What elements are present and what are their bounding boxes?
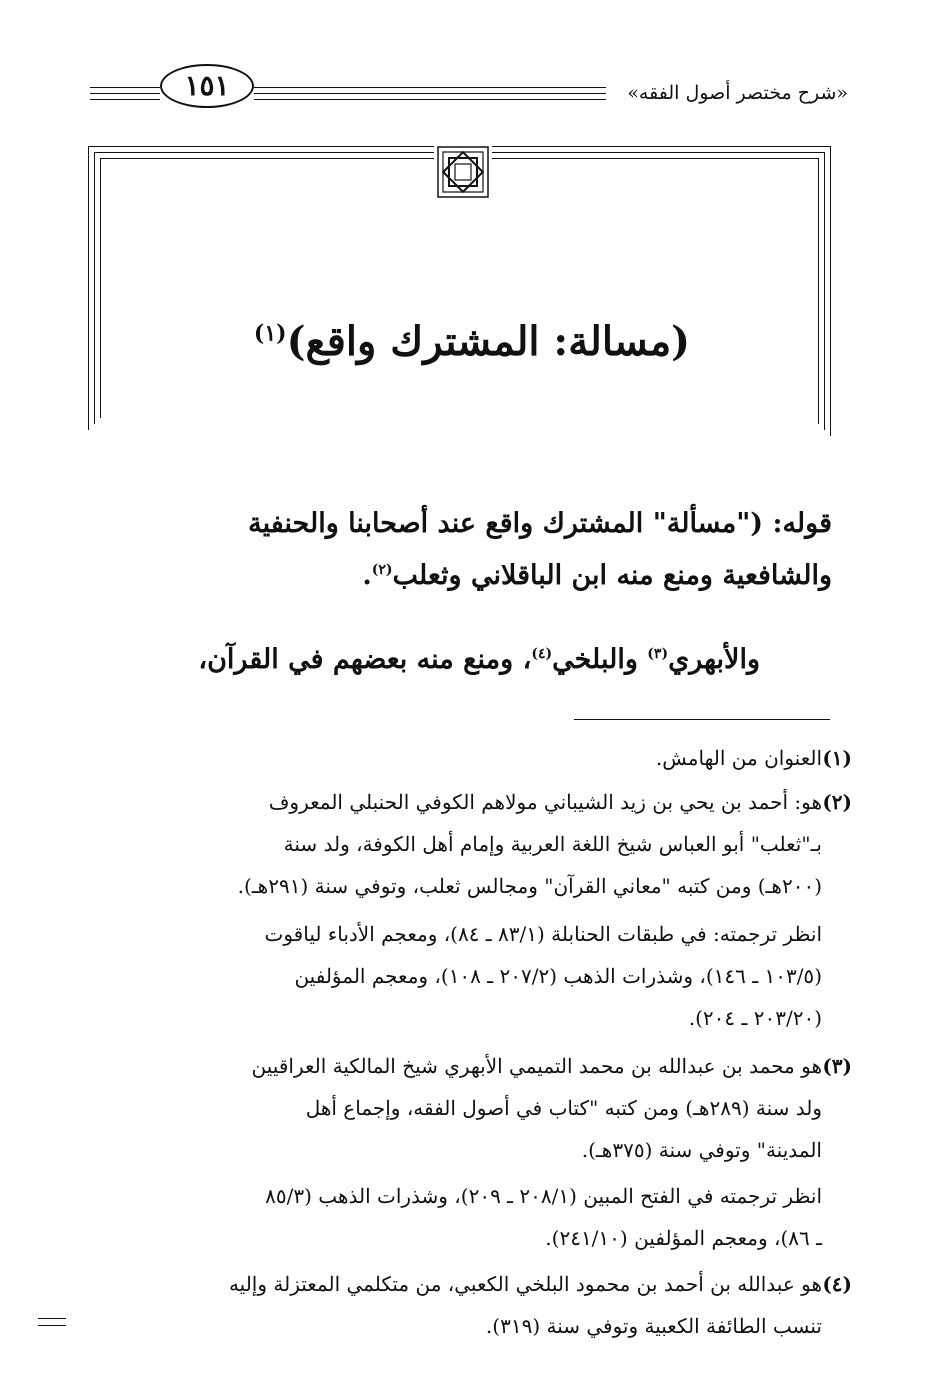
frame-left-outer xyxy=(88,146,89,430)
footnote-3-line-5: ـ ٨٦)، ومعجم المؤلفين (٢٤١/١٠). xyxy=(545,1226,822,1250)
body-line-3-a: والأبهري xyxy=(668,644,760,675)
footnote-ref-3: (٣) xyxy=(647,646,669,662)
footnote-ref-4: (٤) xyxy=(531,646,553,662)
body-line-3-b: والبلخي xyxy=(552,644,648,675)
body-line-2-text: والشافعية ومنع منه ابن الباقلاني وثعلب xyxy=(392,560,832,591)
header-rule-right-mid xyxy=(254,93,606,94)
footnote-3-line-1: هو محمد بن عبدالله بن محمد التميمي الأبهري شيخ المالكية العراقيين xyxy=(251,1054,822,1078)
footnote-2-line-6: (٢٠٣/٢٠ ـ ٢٠٤). xyxy=(688,1006,822,1030)
frame-left-inner xyxy=(100,158,101,418)
frame-right-inner xyxy=(818,158,819,424)
body-line-2 xyxy=(112,560,832,591)
footnote-2-line-4: انظر ترجمته: في طبقات الحنابلة (٨٣/١ ـ ٨٤)، ومعجم الأدباء لياقوت xyxy=(264,922,822,946)
page-edge-mark xyxy=(38,1318,66,1332)
frame-right-mid xyxy=(824,152,825,430)
header-rule-left-mid xyxy=(90,93,160,94)
footnote-4-line-1: هو عبدالله بن أحمد بن محمود البلخي الكعبي، من متكلمي المعتزلة وإليه xyxy=(228,1272,822,1296)
octagram-ornament-icon xyxy=(437,146,489,198)
footnote-number-4: (٤) xyxy=(822,1272,852,1296)
frame-top-right-outer xyxy=(492,146,831,147)
footnote-3-line-2: ولد سنة (٢٨٩هـ) ومن كتبه "كتاب في أصول الفقه، وإجماع أهل xyxy=(305,1096,822,1120)
frame-left-mid xyxy=(94,152,95,424)
footnote-2-line-1: هو: أحمد بن يحي بن زيد الشيباني مولاهم الكوفي الحنبلي المعروف xyxy=(268,790,822,814)
body-line-2-end: . xyxy=(362,560,372,591)
footnote-ref-1: (١) xyxy=(253,320,287,347)
page-number: ١٥١ xyxy=(160,64,254,108)
header-rule-right-top xyxy=(254,87,606,88)
footnote-2-line-3: (٢٠٠هـ) ومن كتبه "معاني القرآن" ومجالس ثعلب، وتوفي سنة (٢٩١هـ). xyxy=(237,874,822,898)
footnote-number-3: (٣) xyxy=(822,1054,852,1078)
footnote-4-line-2: تنسب الطائفة الكعبية وتوفي سنة (٣١٩). xyxy=(485,1314,822,1338)
footnote-separator xyxy=(574,719,830,720)
header-rule-left-top xyxy=(90,87,160,88)
footnote-number-2: (٢) xyxy=(822,790,852,814)
frame-top-right-mid xyxy=(492,152,825,153)
header-rule-right-bottom xyxy=(254,99,606,100)
footnote-3-line-3: المدينة" وتوفي سنة (٣٧٥هـ). xyxy=(581,1138,822,1162)
footnote-2-line-5: (١٠٣/٥ ـ ١٤٦)، وشذرات الذهب (٢٠٧/٢ ـ ١٠٨)، ومعجم المؤلفين xyxy=(294,964,822,988)
body-line-1: قوله: ("مسألة" المشترك واقع عند أصحابنا والحنفية xyxy=(248,508,832,539)
footnote-3-line-4: انظر ترجمته في الفتح المبين (٢٠٨/١ ـ ٢٠٩)، وشذرات الذهب (٨٥/٣ xyxy=(265,1184,822,1208)
chapter-title xyxy=(150,318,794,365)
frame-top-right-inner xyxy=(492,158,819,159)
header-rule-left-bottom xyxy=(90,99,160,100)
chapter-title-text: (مسالة: المشترك واقع) xyxy=(286,318,691,365)
running-header-title: «شرح مختصر أصول الفقه» xyxy=(627,82,848,104)
frame-top-left-inner xyxy=(100,158,434,159)
body-line-3-c: ، ومنع منه بعضهم في القرآن، xyxy=(198,644,532,675)
footnote-1-line-1: العنوان من الهامش. xyxy=(655,746,822,770)
frame-top-left-outer xyxy=(88,146,434,147)
footnote-number-1: (١) xyxy=(822,746,852,770)
footnote-2-line-2: بـ"ثعلب" أبو العباس شيخ اللغة العربية وإمام أهل الكوفة، ولد سنة xyxy=(283,832,822,856)
body-line-3 xyxy=(100,644,760,675)
frame-top-left-mid xyxy=(94,152,434,153)
footnote-ref-2: (٢) xyxy=(371,562,393,578)
frame-right-outer xyxy=(830,146,831,436)
